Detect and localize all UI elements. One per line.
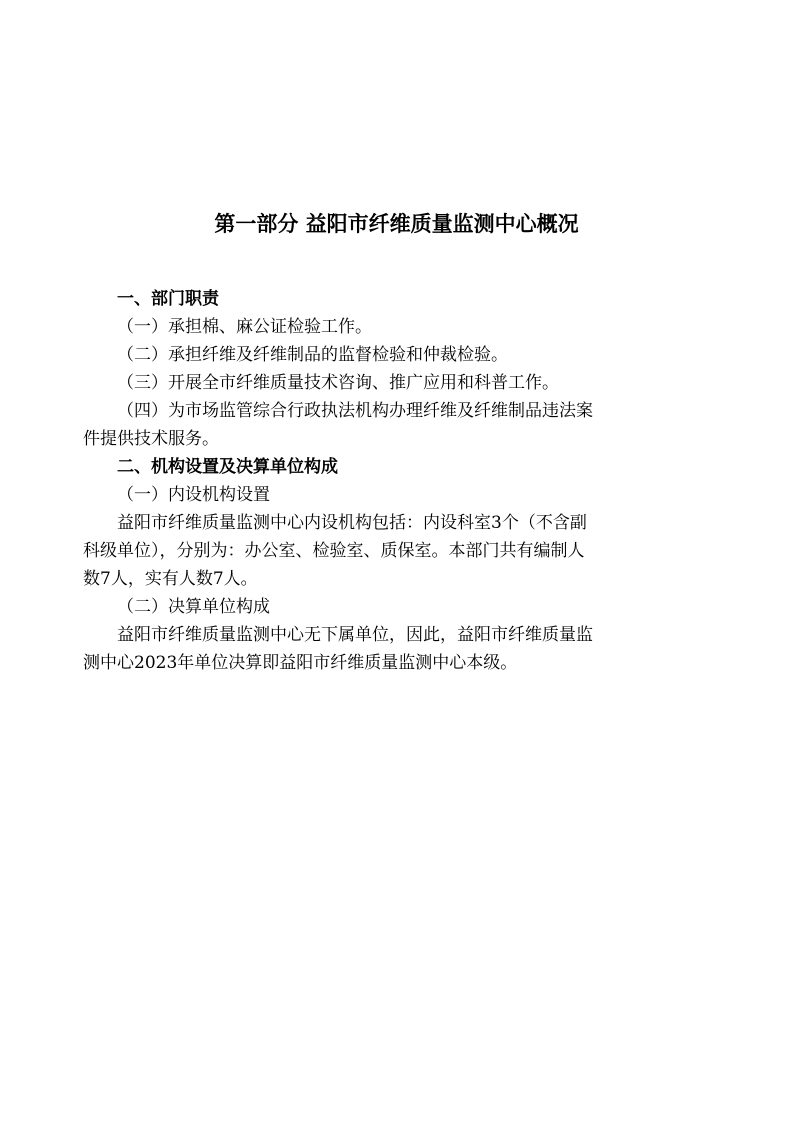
subheading-internal-setup: （一）内设机构设置: [117, 485, 270, 505]
internal-setup-line-3: 数7人，实有人数7人。: [83, 569, 258, 589]
subheading-budget-units: （二）决算单位构成: [117, 597, 270, 617]
duty-item-2: （二）承担纤维及纤维制品的监督检验和仲裁检验。: [117, 345, 508, 365]
duty-item-1: （一）承担棉、麻公证检验工作。: [117, 317, 372, 337]
internal-setup-line-1: 益阳市纤维质量监测中心内设机构包括：内设科室3个（不含副: [117, 513, 587, 533]
budget-units-line-1: 益阳市纤维质量监测中心无下属单位，因此，益阳市纤维质量监: [117, 625, 593, 645]
duty-item-4-line-2: 件提供技术服务。: [83, 429, 219, 449]
duty-item-4-line-1: （四）为市场监管综合行政执法机构办理纤维及纤维制品违法案: [117, 401, 593, 421]
section-heading-duties: 一、部门职责: [117, 289, 219, 309]
document-body: [83, 285, 677, 677]
duty-item-3: （三）开展全市纤维质量技术咨询、推广应用和科普工作。: [117, 373, 559, 393]
budget-units-line-2: 测中心2023年单位决算即益阳市纤维质量监测中心本级。: [83, 653, 518, 673]
section-heading-structure: 二、机构设置及决算单位构成: [117, 457, 338, 477]
page-title: 第一部分 益阳市纤维质量监测中心概况: [214, 212, 579, 236]
internal-setup-line-2: 科级单位），分别为：办公室、检验室、质保室。本部门共有编制人: [83, 541, 585, 561]
